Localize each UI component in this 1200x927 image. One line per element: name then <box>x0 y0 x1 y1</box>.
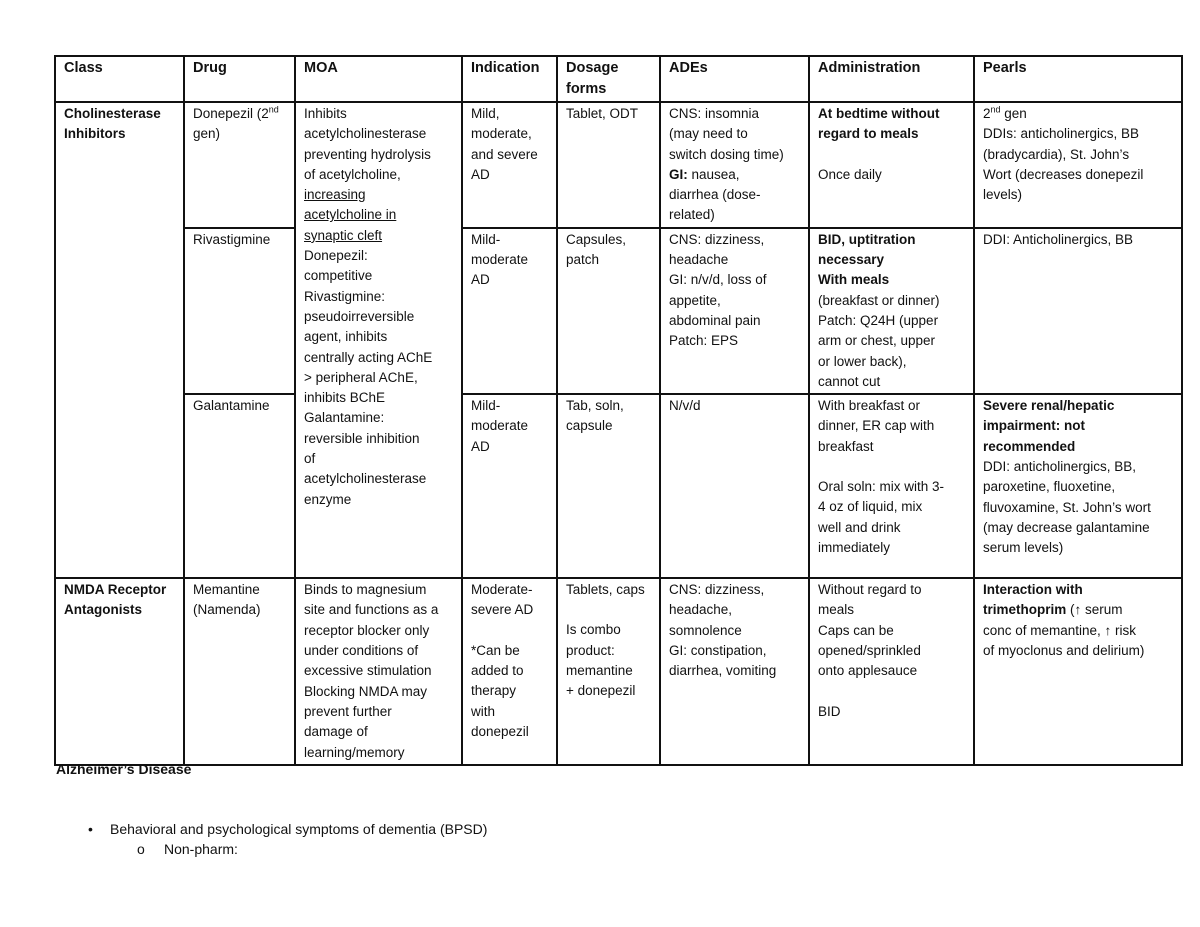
moa-line: Inhibits <box>304 106 347 121</box>
table-row-donepezil <box>55 102 1182 228</box>
dosage-cell-rivastigmine <box>557 228 660 394</box>
admin-line: BID <box>818 703 841 719</box>
pearls-cell-rivastigmine: DDI: Anticholinergics, BB <box>974 228 1182 394</box>
moa-line: competitive <box>304 268 373 284</box>
admin-line: or lower back), <box>818 353 907 369</box>
section-heading: Alzheimer’s Disease <box>56 761 192 777</box>
pearls-line: (may decrease galantamine <box>983 519 1150 535</box>
pearls-cell-galantamine <box>974 394 1182 578</box>
indication-line: therapy <box>471 683 517 699</box>
sub-bullet-text: Non-pharm: <box>164 841 238 857</box>
ades-line: CNS: dizziness, <box>669 231 765 247</box>
pearls-line: conc of memantine, ↑ risk <box>983 622 1137 638</box>
moa-line: Donepezil: <box>304 248 368 264</box>
dosage-line: capsule <box>566 418 613 434</box>
indication-cell-rivastigmine <box>462 228 557 394</box>
admin-line: necessary <box>818 252 885 268</box>
ades-line: Patch: EPS <box>669 333 739 349</box>
dosage-cell-memantine <box>557 578 660 765</box>
admin-line: 4 oz of liquid, mix <box>818 499 923 515</box>
drug-cell-memantine <box>184 578 295 765</box>
moa-line: damage of <box>304 724 368 740</box>
class-line: NMDA Receptor <box>64 582 167 598</box>
moa-line: acetylcholinesterase <box>304 471 427 487</box>
bullet-text: Behavioral and psychological symptoms of dementia (BPSD) <box>110 821 488 837</box>
header-drug: Drug <box>184 56 295 102</box>
ades-line: switch dosing time) <box>669 146 784 162</box>
moa-line: site and functions as a <box>304 602 439 618</box>
admin-line: At bedtime without <box>818 106 940 121</box>
moa-line: enzyme <box>304 491 352 507</box>
moa-line: > peripheral AChE, <box>304 369 418 385</box>
pearls-line: Severe renal/hepatic <box>983 398 1115 414</box>
pearls-line: fluvoxamine, St. John’s wort <box>983 499 1151 515</box>
admin-cell-rivastigmine <box>809 228 974 394</box>
admin-line: With breakfast or <box>818 398 921 414</box>
indication-line: Moderate- <box>471 582 533 598</box>
header-class: Class <box>55 56 184 102</box>
admin-line: cannot cut <box>818 373 881 389</box>
ades-line: abdominal pain <box>669 312 761 328</box>
table-header-row <box>55 56 1182 102</box>
moa-line: of acetylcholine, <box>304 166 401 182</box>
admin-cell-donepezil <box>809 102 974 228</box>
indication-line: Mild, <box>471 106 500 121</box>
indication-line: added to <box>471 663 524 679</box>
drug-name-tail: gen) <box>193 126 221 142</box>
admin-line: well and drink <box>818 519 901 535</box>
admin-line: BID, uptitration <box>818 231 916 247</box>
indication-line: moderate <box>471 252 529 268</box>
ades-cell-memantine <box>660 578 809 765</box>
class-line: Cholinesterase <box>64 106 161 121</box>
ades-cell-rivastigmine <box>660 228 809 394</box>
indication-cell-donepezil <box>462 102 557 228</box>
moa-line: reversible inhibition <box>304 430 420 446</box>
ades-line: diarrhea (dose- <box>669 187 761 203</box>
admin-line: (breakfast or dinner) <box>818 292 940 308</box>
admin-line: meals <box>818 602 855 618</box>
moa-line: learning/memory <box>304 744 405 760</box>
ades-line: appetite, <box>669 292 721 308</box>
admin-cell-galantamine <box>809 394 974 578</box>
dosage-line: Is combo <box>566 622 621 638</box>
moa-line: Blocking NMDA may <box>304 683 428 699</box>
indication-cell-galantamine <box>462 394 557 578</box>
pearls-gen-text: gen <box>1000 106 1027 121</box>
moa-underlined-line: acetylcholine in <box>304 207 397 223</box>
admin-line: regard to meals <box>818 126 919 142</box>
header-indication: Indication <box>462 56 557 102</box>
ades-line: CNS: dizziness, <box>669 582 765 598</box>
indication-line: moderate, <box>471 126 532 142</box>
pearls-line <box>983 600 1175 620</box>
dosage-line: product: <box>566 642 615 658</box>
moa-cell-memantine <box>295 578 462 765</box>
alzheimers-drug-table <box>54 55 1183 766</box>
dosage-cell-donepezil: Tablet, ODT <box>557 102 660 228</box>
dosage-line: + donepezil <box>566 683 636 699</box>
pearls-text: (↑ serum <box>1066 602 1123 618</box>
ades-line: diarrhea, vomiting <box>669 663 777 679</box>
moa-cell-cholinesterase <box>295 102 462 578</box>
indication-line: AD <box>471 166 490 182</box>
admin-line: Without regard to <box>818 582 922 598</box>
bullet-icon: • <box>88 821 93 837</box>
dosage-line: memantine <box>566 663 633 679</box>
moa-line: receptor blocker only <box>304 622 430 638</box>
class-cell-cholinesterase-inhibitors <box>55 102 184 578</box>
pearls-line: Interaction with <box>983 582 1083 598</box>
ades-cell-donepezil <box>660 102 809 228</box>
ades-line: GI: n/v/d, loss of <box>669 272 767 288</box>
pearls-line: serum levels) <box>983 540 1064 556</box>
indication-line: Mild- <box>471 398 501 414</box>
drug-line: (Namenda) <box>193 602 261 618</box>
admin-cell-memantine <box>809 578 974 765</box>
drug-cell-galantamine: Galantamine <box>184 394 295 578</box>
drug-cell-rivastigmine: Rivastigmine <box>184 228 295 394</box>
indication-line: Mild- <box>471 231 501 247</box>
table-row-galantamine <box>55 394 1182 578</box>
pearls-line: Wort (decreases donepezil <box>983 166 1144 182</box>
class-cell-nmda-antagonists <box>55 578 184 765</box>
drug-name: Donepezil (2 <box>193 106 269 121</box>
header-ades: ADEs <box>660 56 809 102</box>
header-moa: MOA <box>295 56 462 102</box>
moa-line: under conditions of <box>304 643 419 659</box>
dosage-cell-galantamine <box>557 394 660 578</box>
class-line: Inhibitors <box>64 126 126 142</box>
pearls-line: DDIs: anticholinergics, BB <box>983 126 1140 142</box>
pearls-line: (bradycardia), St. John’s <box>983 146 1130 162</box>
dosage-line: Tablets, caps <box>566 582 645 598</box>
indication-line: AD <box>471 272 490 288</box>
table-row-rivastigmine <box>55 228 1182 394</box>
drug-cell-donepezil <box>184 102 295 228</box>
ades-line: headache, <box>669 602 733 618</box>
moa-line: agent, inhibits <box>304 329 388 345</box>
ades-line <box>669 165 802 185</box>
header-administration: Administration <box>809 56 974 102</box>
indication-line: *Can be <box>471 642 520 658</box>
dosage-line: patch <box>566 252 600 268</box>
drug-line: Memantine <box>193 582 260 598</box>
drug-superscript: nd <box>268 104 279 115</box>
sub-bullet-icon: o <box>137 841 145 857</box>
ades-line: related) <box>669 207 715 223</box>
admin-line: breakfast <box>818 438 874 454</box>
moa-line: inhibits BChE <box>304 390 386 406</box>
admin-line: opened/sprinkled <box>818 643 921 659</box>
class-line: Antagonists <box>64 602 143 618</box>
admin-line: Patch: Q24H (upper <box>818 312 939 328</box>
ades-line: (may need to <box>669 126 748 142</box>
moa-line: preventing hydrolysis <box>304 146 431 162</box>
moa-line: acetylcholinesterase <box>304 126 427 142</box>
moa-line: Binds to magnesium <box>304 582 427 598</box>
pearls-line: impairment: not <box>983 418 1086 434</box>
moa-line: pseudoirreversible <box>304 308 415 324</box>
moa-line: Rivastigmine: <box>304 288 386 304</box>
moa-line: excessive stimulation <box>304 663 432 679</box>
indication-line: severe AD <box>471 602 534 618</box>
pearls-superscript: nd <box>990 104 1001 115</box>
ades-line: GI: constipation, <box>669 643 767 659</box>
pearls-line: recommended <box>983 438 1076 454</box>
ades-gi-text: nausea, <box>687 166 740 182</box>
admin-line: Oral soln: mix with 3- <box>818 479 945 495</box>
indication-line: AD <box>471 438 490 454</box>
pearls-line <box>983 104 1175 124</box>
dosage-line: Capsules, <box>566 231 627 247</box>
pearls-line: of myoclonus and delirium) <box>983 643 1145 659</box>
ades-line: CNS: insomnia <box>669 106 760 121</box>
admin-line: Caps can be <box>818 622 894 638</box>
moa-underlined-line: increasing <box>304 187 366 203</box>
ades-cell-galantamine: N/v/d <box>660 394 809 578</box>
moa-line: Galantamine: <box>304 410 385 426</box>
table-row-memantine <box>55 578 1182 765</box>
ades-line: somnolence <box>669 622 742 638</box>
moa-line: centrally acting AChE <box>304 349 433 365</box>
admin-line: With meals <box>818 272 890 288</box>
pearls-line: paroxetine, fluoxetine, <box>983 479 1116 495</box>
moa-underlined-line: synaptic cleft <box>304 227 383 243</box>
ades-line: headache <box>669 252 729 268</box>
header-dosage-forms: Dosage forms <box>557 56 660 102</box>
pearls-cell-memantine <box>974 578 1182 765</box>
header-pearls: Pearls <box>974 56 1182 102</box>
admin-line: onto applesauce <box>818 663 918 679</box>
admin-line: immediately <box>818 539 891 555</box>
indication-line: donepezil <box>471 723 529 739</box>
pearls-gen-number: 2 <box>983 106 991 121</box>
ades-gi-label: GI: <box>669 166 688 182</box>
admin-line: arm or chest, upper <box>818 333 936 349</box>
pearls-bold-text: trimethoprim <box>983 602 1067 618</box>
indication-cell-memantine <box>462 578 557 765</box>
indication-line: and severe <box>471 146 538 162</box>
admin-line: Once daily <box>818 166 882 182</box>
moa-line: prevent further <box>304 703 392 719</box>
pearls-line: levels) <box>983 187 1023 203</box>
admin-line: dinner, ER cap with <box>818 418 935 434</box>
moa-line: of <box>304 451 316 467</box>
pearls-line: DDI: anticholinergics, BB, <box>983 459 1137 475</box>
dosage-line: Tab, soln, <box>566 398 624 414</box>
indication-line: with <box>471 703 496 719</box>
pearls-cell-donepezil <box>974 102 1182 228</box>
indication-line: moderate <box>471 418 529 434</box>
